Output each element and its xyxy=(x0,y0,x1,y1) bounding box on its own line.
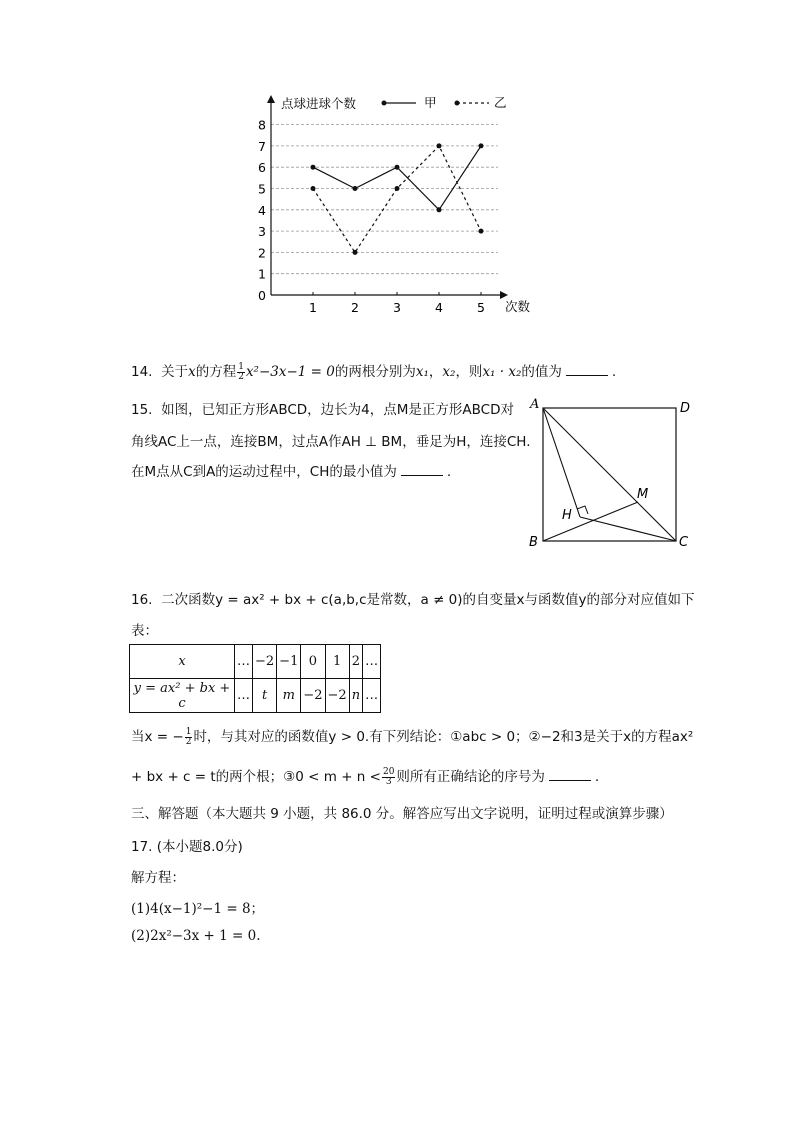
x-axis-arrow xyxy=(500,291,508,299)
data-point xyxy=(353,250,358,255)
data-point xyxy=(395,165,400,170)
legend-label-jia: 甲 xyxy=(424,95,437,110)
answer-blank xyxy=(549,768,591,781)
goals-line-chart xyxy=(0,0,794,330)
segment-ch xyxy=(580,517,676,541)
y-tick-label: 8 xyxy=(258,117,266,133)
chart-grid xyxy=(271,125,498,274)
q17-heading: 17. (本小题8.0分) xyxy=(131,839,243,855)
table-row: y = ax² + bx + c … t m −2 −2 n … xyxy=(130,679,381,713)
data-point xyxy=(479,229,484,234)
data-point xyxy=(437,143,442,148)
label-c: C xyxy=(679,535,689,550)
y-axis-arrow xyxy=(267,95,275,103)
data-point xyxy=(311,165,316,170)
q15-line-2: 角线AC上一点，连接BM，过点A作AH ⊥ BM，垂足为H，连接CH. xyxy=(131,434,531,450)
x-tick-label: 4 xyxy=(435,300,443,315)
label-d: D xyxy=(680,401,691,416)
series-line-0 xyxy=(313,146,481,210)
table-row: x … −2 −1 0 1 2 … xyxy=(130,645,381,679)
y-tick-label: 6 xyxy=(258,160,266,176)
y-tick-label: 0 xyxy=(258,288,266,303)
fraction: $\frac{1}{2}$ xyxy=(238,361,244,382)
x-tick-label: 2 xyxy=(351,300,359,315)
series-line-1 xyxy=(313,146,481,253)
chart-legend xyxy=(382,95,507,110)
y-tick-label: 2 xyxy=(258,245,266,261)
answer-blank xyxy=(401,463,443,476)
square-geometry-figure xyxy=(520,395,700,555)
label-a: A xyxy=(530,397,540,412)
x-tick-label: 5 xyxy=(477,300,485,315)
segment-bm xyxy=(543,502,638,541)
y-tick-label: 7 xyxy=(258,138,266,154)
question-15 xyxy=(131,398,514,418)
y-tick-label: 4 xyxy=(258,202,266,218)
label-h: H xyxy=(562,508,572,523)
chart-axes xyxy=(258,95,508,315)
question-14: 14. 关于x的方程 $\frac{1}{2}$ x²−3x−1 = 0的两根分别为x₁，x₂，则x₁ · x₂的值为 . xyxy=(131,361,617,382)
y-axis-label: 点球进球个数 xyxy=(281,96,357,111)
section-3-heading: 三、解答题（本大题共 9 小题，共 86.0 分。解答应写出文字说明，证明过程或演算步骤） xyxy=(131,806,673,822)
x-tick-label: 1 xyxy=(309,300,317,315)
q15-number: 15. xyxy=(131,402,153,418)
q14-number: 14. xyxy=(131,364,153,380)
label-b: B xyxy=(529,535,538,550)
fraction: $\frac{1}{2}$ xyxy=(185,726,192,747)
y-tick-label: 5 xyxy=(258,181,266,197)
q16-line-1: 二次函数y = ax² + bx + c(a,b,c是常数，a ≠ 0)的自变量x与函数值y的部分对应值如下 xyxy=(161,592,695,608)
x-tick-label: 3 xyxy=(393,300,401,315)
fraction: $\frac{20}{3}$ xyxy=(382,766,395,787)
data-point xyxy=(395,186,400,191)
answer-blank xyxy=(566,363,608,376)
q17-part-2: (2)2x²−3x + 1 = 0. xyxy=(131,928,261,944)
question-16 xyxy=(131,588,695,608)
data-point xyxy=(437,207,442,212)
q16-number: 16. xyxy=(131,592,153,608)
q16-line-4: + bx + c = t的两个根；③0 < m + n < $\frac{20}{3}$ 则所有正确结论的序号为 . xyxy=(131,766,600,787)
data-point xyxy=(353,186,358,191)
q15-line-1: 如图，已知正方形ABCD，边长为4，点M是正方形ABCD对 xyxy=(161,402,514,418)
y-tick-label: 1 xyxy=(258,266,266,282)
chart-series xyxy=(311,143,484,255)
label-m: M xyxy=(637,487,649,502)
data-point xyxy=(479,143,484,148)
q16-line-3: 当x = − $\frac{1}{2}$ 时，与其对应的函数值y > 0.有下列结论：①abc > 0；②−2和3是关于x的方程ax² xyxy=(131,726,694,747)
q16-line-2: 表： xyxy=(131,623,158,639)
data-point xyxy=(311,186,316,191)
q17-intro: 解方程： xyxy=(131,870,185,886)
q17-part-1: (1)4(x−1)²−1 = 8； xyxy=(131,901,265,917)
y-tick-label: 3 xyxy=(258,224,266,240)
segment-ah xyxy=(543,408,580,517)
value-table xyxy=(129,644,381,713)
q15-line-3: 在M点从C到A的运动过程中，CH的最小值为 . xyxy=(131,464,452,480)
x-axis-label: 次数 xyxy=(505,299,531,314)
legend-label-yi: 乙 xyxy=(494,95,507,110)
